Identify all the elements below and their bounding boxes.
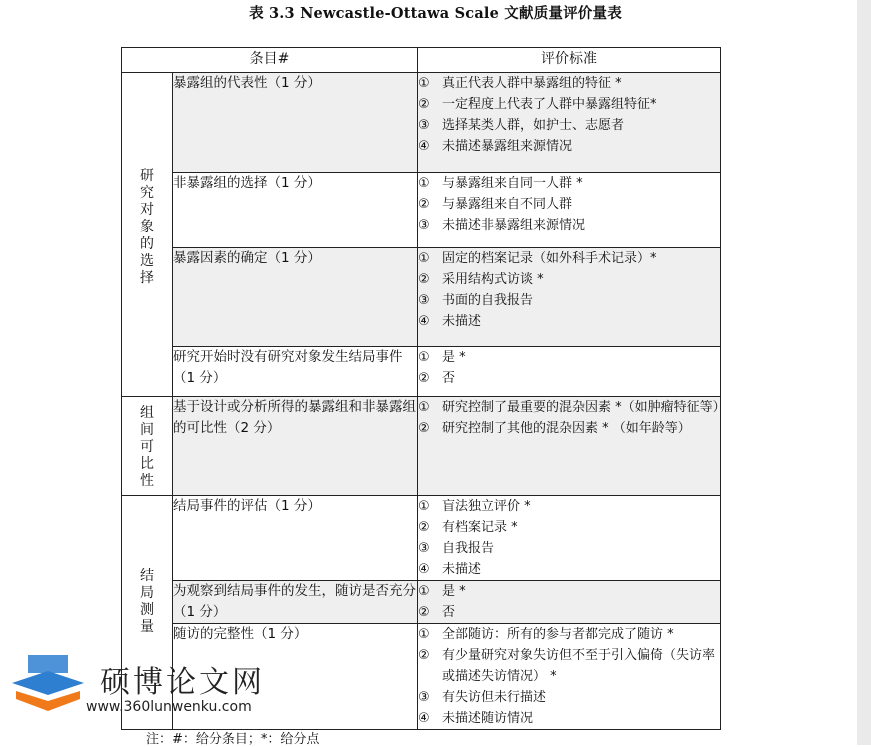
list-item [418,708,720,729]
table-note: 注：#：给分条目；*：给分点 [146,732,320,747]
option-marker: ③ [418,218,430,233]
list-item [418,538,720,559]
option-text: 未描述暴露组来源情况 [442,139,573,154]
option-text: 未描述非暴露组来源情况 [442,218,586,233]
criteria-list [418,173,720,236]
option-text: 有失访但未行描述 [442,690,547,705]
criteria-list [418,248,720,332]
option-marker: ① [418,627,430,642]
list-item [418,194,720,215]
list-item [418,347,720,368]
item-label: 非暴露组的选择（1 分） [173,173,418,248]
list-item [418,73,720,94]
list-item [418,368,720,389]
option-text: 固定的档案记录（如外科手术记录）* [442,251,657,266]
criteria-list [418,397,726,439]
option-marker: ① [418,584,430,599]
option-marker: ② [418,371,430,386]
option-text: 未描述 [442,314,482,329]
criteria-cell [418,248,721,347]
option-text: 全部随访：所有的参与者都完成了随访 * [442,627,674,642]
option-marker: ② [418,421,430,436]
option-marker: ② [418,605,430,620]
table-title: 表 3.3 Newcastle-Ottawa Scale 文献质量评价量表 [249,5,622,22]
option-text: 未描述随访情况 [442,711,534,726]
option-text: 未描述 [442,562,482,577]
option-marker: ③ [418,118,430,133]
list-item [418,173,720,194]
option-text: 是 * [442,350,466,365]
criteria-list [418,347,720,389]
item-label: 基于设计或分析所得的暴露组和非暴露组的可比性（2 分） [173,397,418,496]
option-marker: ④ [418,314,430,329]
option-marker: ① [418,499,430,514]
list-item [418,624,720,645]
option-marker: ② [418,272,430,287]
list-item [418,290,720,311]
list-item [418,645,720,687]
list-item [418,215,720,236]
header-criteria: 评价标准 [418,48,721,73]
table-row [122,173,721,248]
option-text: 有少量研究对象失访但不至于引入偏倚（失访率或描述失访情况） * [442,648,716,684]
list-item [418,602,720,623]
option-marker: ① [418,400,430,415]
option-text: 书面的自我报告 [442,293,534,308]
item-label: 研究开始时没有研究对象发生结局事件（1 分） [173,347,418,397]
group-label [122,73,173,397]
option-text: 否 [442,605,456,620]
header-item: 条目# [122,48,418,73]
criteria-list [418,624,720,729]
option-marker: ① [418,76,430,91]
option-text: 是 * [442,584,466,599]
list-item [418,136,720,157]
option-text: 研究控制了其他的混杂因素 * （如年龄等） [442,421,691,436]
option-text: 有档案记录 * [442,520,518,535]
watermark-name: 硕博论文网 [100,665,265,700]
option-marker: ③ [418,293,430,308]
table-row [122,347,721,397]
criteria-list [418,496,720,580]
option-marker: ④ [418,139,430,154]
table-row [122,397,721,496]
group-label-text: 结局测量 [140,568,154,635]
list-item [418,311,720,332]
criteria-list [418,73,720,157]
item-label: 暴露因素的确定（1 分） [173,248,418,347]
table-row [122,73,721,173]
option-marker: ② [418,97,430,112]
criteria-cell [418,624,721,730]
option-marker: ④ [418,711,430,726]
list-item [418,581,720,602]
option-text: 盲法独立评价 * [442,499,531,514]
table-row [122,248,721,347]
list-item [418,94,720,115]
list-item [418,559,720,580]
list-item [418,269,720,290]
group-label-text: 组间可比性 [140,405,154,489]
table-row [122,496,721,581]
table-row [122,581,721,624]
criteria-cell [418,397,726,496]
option-marker: ③ [418,541,430,556]
option-text: 否 [442,371,456,386]
criteria-cell [418,347,721,397]
watermark [8,655,268,725]
criteria-list [418,581,720,623]
group-label [122,397,173,496]
scrollbar-track[interactable] [857,0,871,745]
list-item [418,248,720,269]
option-text: 研究控制了最重要的混杂因素 *（如肿瘤特征等） [442,400,726,415]
list-item [418,687,720,708]
option-marker: ② [418,520,430,535]
option-marker: ③ [418,690,430,705]
option-text: 选择某类人群，如护士、志愿者 [442,118,625,133]
group-label-text: 研究对象的选择 [140,168,154,286]
option-text: 采用结构式访谈 * [442,272,544,287]
nos-table [121,47,726,730]
list-item [418,115,720,136]
item-label: 结局事件的评估（1 分） [173,496,418,581]
item-label: 为观察到结局事件的发生，随访是否充分（1 分） [173,581,418,624]
list-item [418,418,720,439]
option-marker: ① [418,251,430,266]
list-item [418,496,720,517]
watermark-url: www.360lunwenku.com [86,699,252,715]
criteria-cell [418,173,721,248]
item-label: 随访的完整性（1 分） [173,624,418,730]
option-marker: ② [418,197,430,212]
option-marker: ① [418,350,430,365]
option-marker: ② [418,648,430,663]
list-item [418,397,726,418]
list-item [418,517,720,538]
criteria-cell [418,496,721,581]
graduation-cap-icon [8,655,88,717]
option-text: 自我报告 [442,541,495,556]
option-text: 与暴露组来自同一人群 * [442,176,583,191]
option-marker: ① [418,176,430,191]
option-marker: ④ [418,562,430,577]
criteria-cell [418,73,721,173]
item-label: 暴露组的代表性（1 分） [173,73,418,173]
option-text: 与暴露组来自不同人群 [442,197,573,212]
criteria-cell [418,581,721,624]
option-text: 一定程度上代表了人群中暴露组特征* [442,97,657,112]
option-text: 真正代表人群中暴露组的特征 * [442,76,622,91]
